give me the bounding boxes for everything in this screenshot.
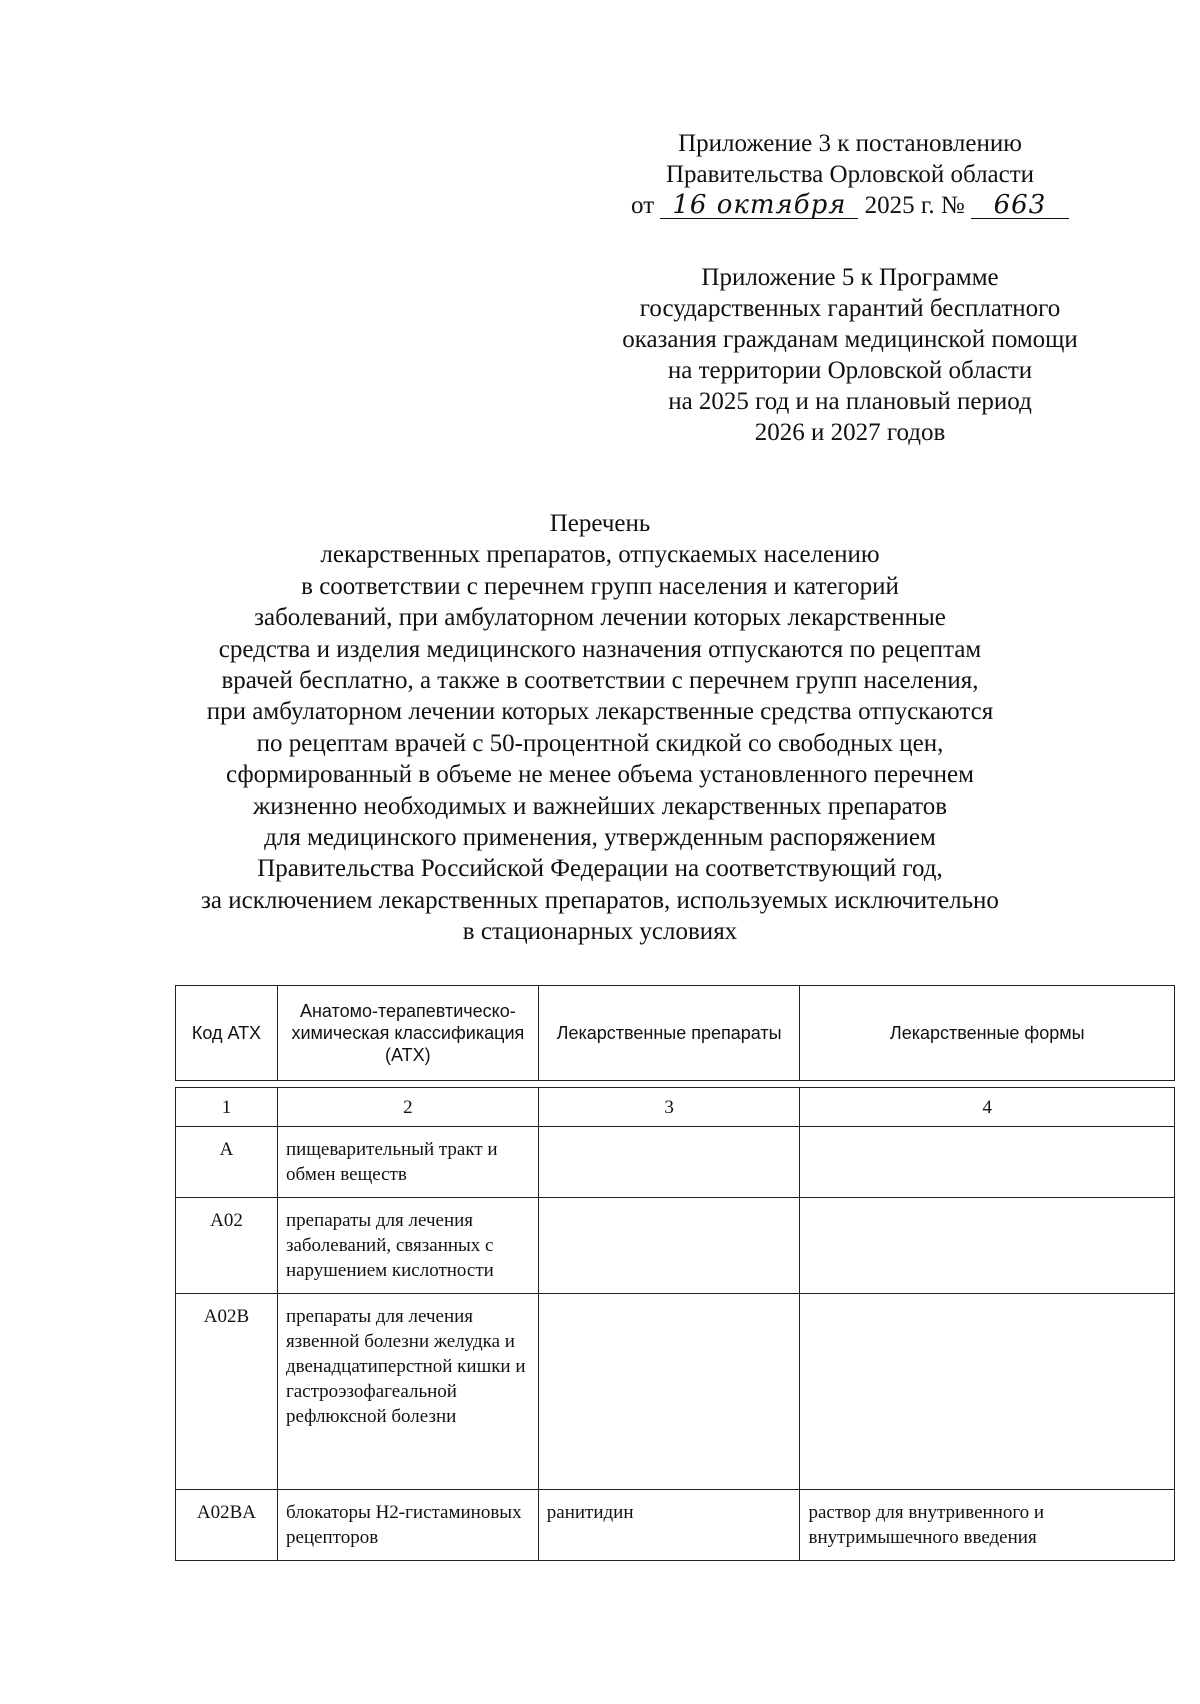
- table-header-row: [176, 986, 1175, 1081]
- title-line: по рецептам врачей с 50-процентной скидкой со свободных цен,: [256, 729, 944, 757]
- handwritten-date: 16 октября: [660, 192, 858, 219]
- appendix-5-line: на территории Орловской области: [667, 357, 1033, 384]
- title-line: врачей бесплатно, а также в соответствии с перечнем групп населения,: [221, 667, 979, 695]
- form-cell: [800, 1127, 1175, 1198]
- appendix-5-line: 2026 и 2027 годов: [754, 419, 946, 446]
- drug-cell: ранитидин: [538, 1490, 800, 1561]
- document-title: [160, 508, 1040, 948]
- header-classification: Анатомо-терапевтическо-химическая классификация (АТХ): [277, 986, 538, 1081]
- appendix-5-line: государственных гарантий бесплатного: [639, 295, 1061, 322]
- handwritten-number: 663: [971, 192, 1069, 219]
- header-drugs: Лекарственные препараты: [538, 986, 800, 1081]
- title-line: сформированный в объеме не менее объема установленного перечнем: [226, 761, 974, 789]
- form-cell: [800, 1294, 1175, 1490]
- appendix-3-line-1: Приложение 3 к постановлению: [678, 130, 1022, 157]
- appendix-3-header: [590, 128, 1110, 221]
- form-cell: раствор для внутривенного и внутримышечного введения: [800, 1490, 1175, 1561]
- header-dosage-forms: Лекарственные формы: [800, 986, 1175, 1081]
- classification-cell: блокаторы H2-гистаминовых рецепторов: [277, 1490, 538, 1561]
- year-number-label: 2025 г. №: [864, 192, 965, 219]
- title-line: при амбулаторном лечении которых лекарственные средства отпускаются: [206, 698, 994, 726]
- title-line: Правительства Российской Федерации на соответствующий год,: [257, 855, 943, 883]
- appendix-5-line: Приложение 5 к Программе: [701, 264, 999, 291]
- title-line: заболеваний, при амбулаторном лечении которых лекарственные: [254, 604, 946, 632]
- atc-code-cell: A02BA: [176, 1490, 278, 1561]
- atc-code-cell: A: [176, 1127, 278, 1198]
- title-line: средства и изделия медицинского назначения отпускаются по рецептам: [218, 635, 982, 663]
- appendix-5-line: на 2025 год и на плановый период: [668, 388, 1032, 415]
- table-gap: [176, 1081, 1175, 1088]
- column-number: 2: [277, 1088, 538, 1127]
- appendix-5-line: оказания гражданам медицинской помощи: [622, 326, 1078, 353]
- form-cell: [800, 1198, 1175, 1294]
- classification-cell: препараты для лечения заболеваний, связанных с нарушением кислотности: [277, 1198, 538, 1294]
- table-row: [176, 1127, 1175, 1198]
- drug-cell: [538, 1294, 800, 1490]
- table-row: [176, 1490, 1175, 1561]
- appendix-3-date-line: [590, 190, 1110, 221]
- table-row: [176, 1294, 1175, 1490]
- appendix-3-line-2: Правительства Орловской области: [665, 161, 1035, 188]
- title-line: в соответствии с перечнем групп населения и категорий: [301, 572, 899, 600]
- column-number: 1: [176, 1088, 278, 1127]
- atc-code-cell: A02: [176, 1198, 278, 1294]
- title-line: для медицинского применения, утвержденным распоряжением: [264, 824, 936, 852]
- drug-list-table: [175, 985, 1175, 1561]
- title-line: лекарственных препаратов, отпускаемых населению: [320, 541, 880, 569]
- column-number: 3: [538, 1088, 800, 1127]
- header-atc-code: Код АТХ: [176, 986, 278, 1081]
- title-line: за исключением лекарственных препаратов, используемых исключительно: [201, 886, 999, 914]
- from-label: от: [631, 192, 655, 219]
- appendix-5-header: [590, 262, 1110, 448]
- drug-cell: [538, 1127, 800, 1198]
- atc-code-cell: A02B: [176, 1294, 278, 1490]
- title-heading: Перечень: [549, 510, 651, 537]
- title-line: в стационарных условиях: [462, 918, 738, 946]
- column-number: 4: [800, 1088, 1175, 1127]
- drug-cell: [538, 1198, 800, 1294]
- title-line: жизненно необходимых и важнейших лекарственных препаратов: [252, 792, 948, 820]
- classification-cell: пищеварительный тракт и обмен веществ: [277, 1127, 538, 1198]
- table-row: [176, 1198, 1175, 1294]
- classification-cell: препараты для лечения язвенной болезни желудка и двенадцатиперстной кишки и гастроэзофагеальной рефлюксной болезни: [277, 1294, 538, 1490]
- column-number-row: [176, 1088, 1175, 1127]
